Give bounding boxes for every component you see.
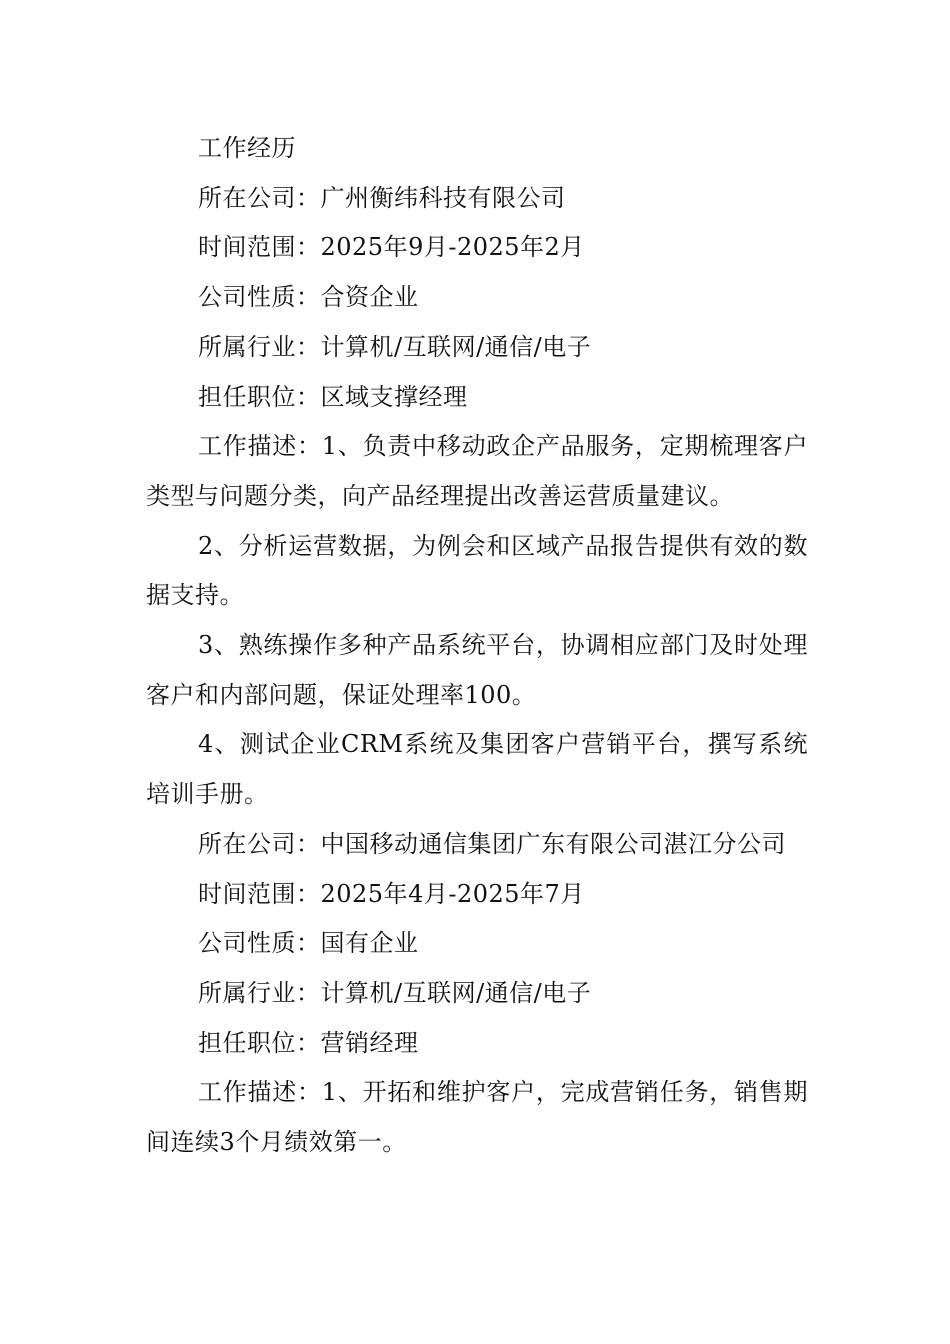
job-description-2-item-1: 工作描述：1、开拓和维护客户，完成营销任务，销售期间连续3个月绩效第一。 [146,1078,808,1157]
position-1: 担任职位：区域支撑经理 [198,382,468,411]
company-type-1: 公司性质：合资企业 [198,283,419,312]
company-name-1: 所在公司：广州衡纬科技有限公司 [198,183,566,212]
company-name-2: 所在公司：中国移动通信集团广东有限公司湛江分公司 [198,829,786,858]
job-description-1-item-3: 3、熟练操作多种产品系统平台，协调相应部门及时处理客户和内部问题，保证处理率100。 [146,631,808,709]
time-range-1: 时间范围：2025年9月-2025年2月 [198,233,585,262]
industry-2: 所属行业：计算机/互联网/通信/电子 [198,978,592,1007]
company-type-2: 公司性质：国有企业 [198,929,419,958]
job-description-1-item-2: 2、分析运营数据，为例会和区域产品报告提供有效的数据支持。 [146,531,808,610]
job-description-1-item-4: 4、测试企业CRM系统及集团客户营销平台，撰写系统培训手册。 [146,730,808,809]
job-description-1-item-1: 工作描述：1、负责中移动政企产品服务，定期梳理客户类型与问题分类，向产品经理提出改善运营质量建议。 [146,432,808,510]
section-heading-work-experience: 工作经历 [198,134,296,162]
document-body [146,124,808,1168]
time-range-2: 时间范围：2025年4月-2025年7月 [198,879,585,908]
industry-1: 所属行业：计算机/互联网/通信/电子 [198,332,592,361]
position-2: 担任职位：营销经理 [198,1028,419,1057]
